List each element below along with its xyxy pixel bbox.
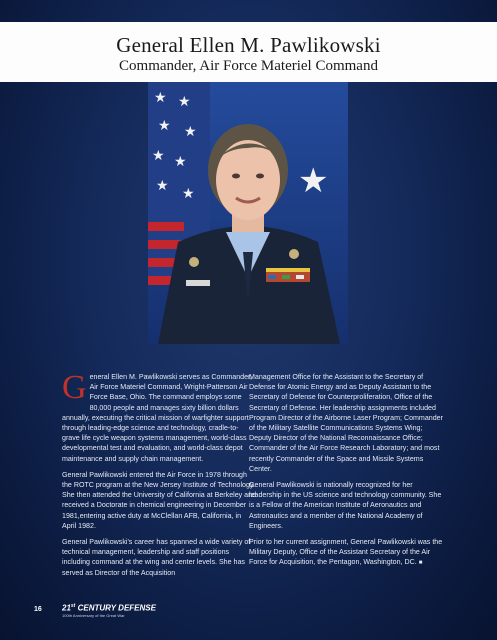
bio-column-right <box>249 372 443 575</box>
end-of-article-mark: ■ <box>418 560 423 567</box>
svg-text:★: ★ <box>178 94 191 110</box>
svg-text:★: ★ <box>156 178 169 194</box>
bio-paragraph: General Pawlikowski entered the Air Force in 1978 through the ROTC program at the New Jersey Institute of Technology. She then attended the University of California at Berkeley and received a Doctorate in chemical engineering in December 1981,entering active duty at McClellan AFB, California, in April 1982. <box>62 470 257 530</box>
page-subtitle: Commander, Air Force Materiel Command <box>119 58 378 74</box>
bio-paragraph: General Ellen M. Pawlikowski serves as Commander, Air Force Materiel Command, Wright-Patterson Air Force Base, Ohio. The command employs some 80,000 people and manages sixty billion dollars annually, executing the critical mission of warfighter support through leading-edge science and technology, cradle-to-grave life cycle weapon systems management, world-class developmental test and evaluation, and world-class depot maintenance and supply chain management. <box>62 369 252 463</box>
bio-paragraph: Management Office for the Assistant to the Secretary of Defense for Atomic Energy and as Deputy Assistant to the Secretary of Defense for Counterproliferation, Office of the Secretary of Defense. Her leadership assignments included Program Director of the Airborne Laser Program; Commander of the Military Satellite Communications Systems Wing; Deputy Director of the National Reconnaissance Office; Commander of the Air Force Research Laboratory; and most recently Commander of the Space and Missile Systems Center. <box>249 373 443 473</box>
bio-paragraph: Prior to her current assignment, General Pawlikowski was the Military Deputy, Office of the Assistant Secretary of the Air Force for Acquisition, the Pentagon, Washington, DC. ■ <box>249 538 443 567</box>
bio-paragraph: General Pawlikowski is nationally recognized for her leadership in the US science and technology community. She is a Fellow of the American Institute of Aeronautics and Astronautics and a member of the National Academy of Engineers. <box>249 481 442 530</box>
svg-text:★: ★ <box>154 90 167 106</box>
bio-column-left <box>62 369 257 584</box>
general-flag-star: ★ <box>298 161 329 201</box>
svg-text:★: ★ <box>152 148 165 164</box>
svg-text:★: ★ <box>184 124 197 140</box>
uniform-insignia <box>189 257 199 267</box>
header-band <box>0 22 497 82</box>
publication-logo: 21st CENTURY DEFENSE <box>62 603 156 613</box>
svg-text:★: ★ <box>174 154 187 170</box>
svg-text:★: ★ <box>182 186 195 202</box>
page-title: General Ellen M. Pawlikowski <box>116 33 381 57</box>
drop-cap: G <box>62 369 87 406</box>
publication-tagline: 100th Anniversary of the Great War <box>62 613 125 618</box>
portrait-illustration <box>148 82 348 344</box>
bio-paragraph: General Pawlikowski's career has spanned a wide variety of technical management, leadership and staff positions including command at the wing and center levels. She has served as Director of the Acquisition <box>62 538 251 577</box>
page-footer <box>0 600 497 640</box>
name-tag <box>186 280 210 286</box>
svg-text:★: ★ <box>158 118 171 134</box>
portrait-photo <box>148 82 348 344</box>
page-number: 16 <box>34 606 42 613</box>
